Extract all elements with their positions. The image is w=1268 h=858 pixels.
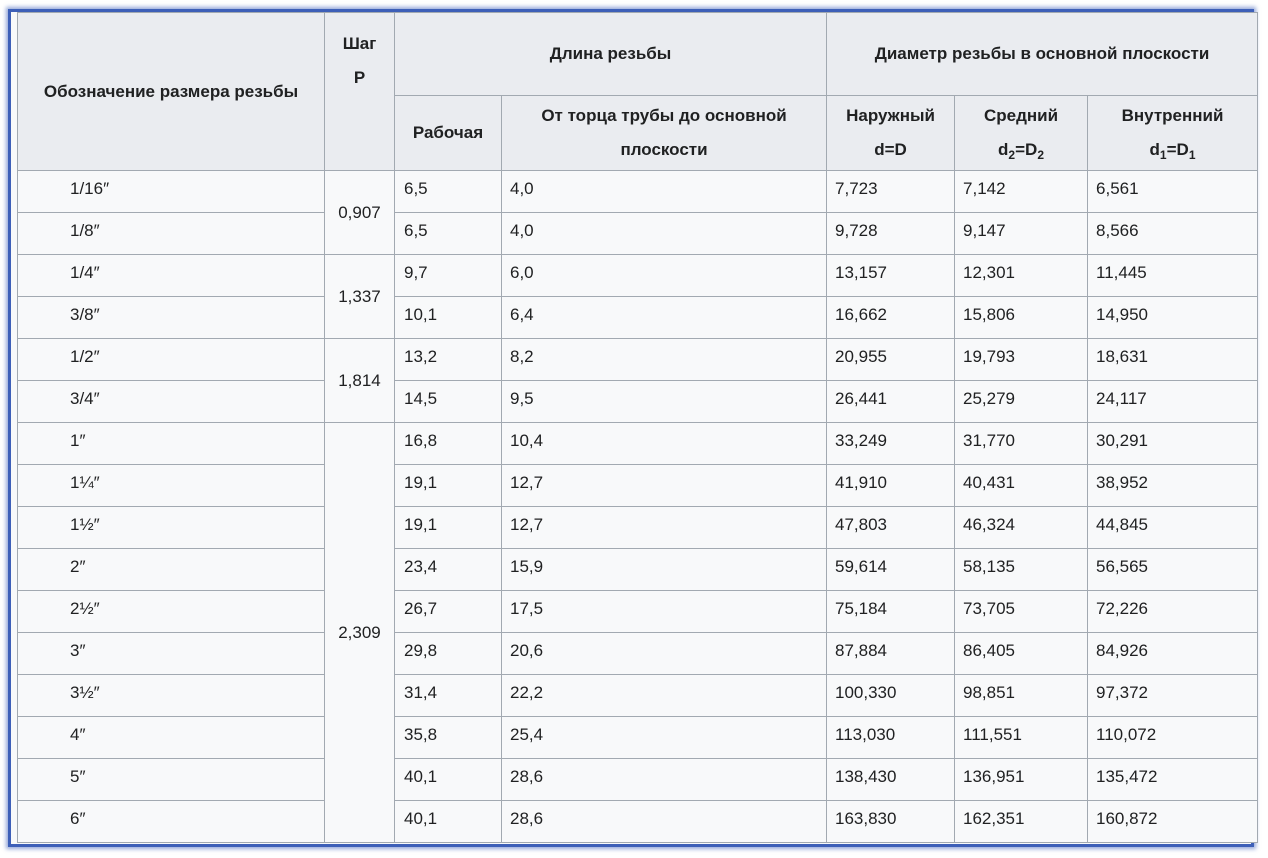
cell-size: 4″ (18, 717, 325, 759)
table-row (18, 255, 1258, 297)
header-pitch (325, 13, 395, 171)
table-row (18, 297, 1258, 339)
header-size: Обозначение размера резьбы (18, 13, 325, 171)
cell-outer: 87,884 (827, 633, 955, 675)
cell-pitch: 2,309 (325, 423, 395, 843)
table-row (18, 549, 1258, 591)
cell-mean: 12,301 (955, 255, 1088, 297)
table-row (18, 213, 1258, 255)
cell-from-end: 4,0 (502, 213, 827, 255)
cell-from-end: 4,0 (502, 171, 827, 213)
cell-mean: 98,851 (955, 675, 1088, 717)
cell-working: 40,1 (395, 759, 502, 801)
cell-mean: 111,551 (955, 717, 1088, 759)
header-from-end: От торца трубы до основной плоскости (502, 96, 827, 171)
cell-mean: 46,324 (955, 507, 1088, 549)
cell-mean: 9,147 (955, 213, 1088, 255)
cell-mean: 40,431 (955, 465, 1088, 507)
cell-outer: 113,030 (827, 717, 955, 759)
cell-from-end: 9,5 (502, 381, 827, 423)
cell-mean: 25,279 (955, 381, 1088, 423)
cell-inner: 135,472 (1088, 759, 1258, 801)
cell-working: 6,5 (395, 171, 502, 213)
table-frame (8, 9, 1254, 847)
cell-from-end: 6,4 (502, 297, 827, 339)
cell-working: 19,1 (395, 507, 502, 549)
cell-working: 10,1 (395, 297, 502, 339)
header-mean (955, 96, 1088, 171)
cell-size: 1″ (18, 423, 325, 465)
table-row (18, 339, 1258, 381)
table-row (18, 759, 1258, 801)
cell-outer: 13,157 (827, 255, 955, 297)
cell-working: 14,5 (395, 381, 502, 423)
table-row (18, 633, 1258, 675)
cell-size: 1½″ (18, 507, 325, 549)
cell-from-end: 28,6 (502, 801, 827, 843)
cell-inner: 72,226 (1088, 591, 1258, 633)
header-inner-formula: $d_1=D_1$ (1149, 140, 1196, 162)
cell-mean: 162,351 (955, 801, 1088, 843)
cell-size: 1/8″ (18, 213, 325, 255)
header-outer-name: Наружный (846, 106, 935, 125)
cell-mean: 73,705 (955, 591, 1088, 633)
header-outer-formula: d=D (874, 140, 907, 159)
table-row (18, 801, 1258, 843)
cell-mean: 58,135 (955, 549, 1088, 591)
cell-outer: 163,830 (827, 801, 955, 843)
cell-inner: 38,952 (1088, 465, 1258, 507)
cell-outer: 75,184 (827, 591, 955, 633)
cell-inner: 6,561 (1088, 171, 1258, 213)
cell-outer: 33,249 (827, 423, 955, 465)
cell-inner: 84,926 (1088, 633, 1258, 675)
header-mean-name: Средний (983, 106, 1059, 125)
cell-size: 3/4″ (18, 381, 325, 423)
cell-working: 9,7 (395, 255, 502, 297)
cell-pitch: 1,814 (325, 339, 395, 423)
cell-from-end: 25,4 (502, 717, 827, 759)
cell-mean: 15,806 (955, 297, 1088, 339)
table-row (18, 171, 1258, 213)
cell-size: 6″ (18, 801, 325, 843)
header-length-group: Длина резьбы (395, 13, 827, 96)
cell-inner: 97,372 (1088, 675, 1258, 717)
cell-outer: 20,955 (827, 339, 955, 381)
cell-size: 1¼″ (18, 465, 325, 507)
cell-working: 16,8 (395, 423, 502, 465)
cell-size: 3/8″ (18, 297, 325, 339)
cell-working: 23,4 (395, 549, 502, 591)
cell-size: 3″ (18, 633, 325, 675)
cell-outer: 7,723 (827, 171, 955, 213)
header-row-1 (18, 13, 1258, 96)
cell-working: 31,4 (395, 675, 502, 717)
cell-outer: 138,430 (827, 759, 955, 801)
table-body (18, 171, 1258, 843)
cell-from-end: 15,9 (502, 549, 827, 591)
cell-pitch: 1,337 (325, 255, 395, 339)
cell-size: 3½″ (18, 675, 325, 717)
cell-from-end: 12,7 (502, 465, 827, 507)
header-working: Рабочая (395, 96, 502, 171)
table-row (18, 507, 1258, 549)
cell-inner: 44,845 (1088, 507, 1258, 549)
cell-inner: 24,117 (1088, 381, 1258, 423)
cell-inner: 8,566 (1088, 213, 1258, 255)
cell-working: 6,5 (395, 213, 502, 255)
cell-size: 1/4″ (18, 255, 325, 297)
table-row (18, 591, 1258, 633)
header-mean-formula: $d_2=D_2$ (998, 140, 1044, 162)
cell-working: 26,7 (395, 591, 502, 633)
cell-outer: 100,330 (827, 675, 955, 717)
cell-inner: 11,445 (1088, 255, 1258, 297)
header-pitch-symbol: P (353, 68, 366, 87)
cell-mean: 86,405 (955, 633, 1088, 675)
cell-inner: 30,291 (1088, 423, 1258, 465)
cell-inner: 160,872 (1088, 801, 1258, 843)
cell-mean: 31,770 (955, 423, 1088, 465)
thread-dimensions-table (17, 12, 1258, 843)
cell-from-end: 8,2 (502, 339, 827, 381)
cell-working: 35,8 (395, 717, 502, 759)
cell-from-end: 6,0 (502, 255, 827, 297)
cell-outer: 47,803 (827, 507, 955, 549)
cell-inner: 110,072 (1088, 717, 1258, 759)
cell-size: 2″ (18, 549, 325, 591)
cell-inner: 56,565 (1088, 549, 1258, 591)
cell-from-end: 10,4 (502, 423, 827, 465)
cell-working: 29,8 (395, 633, 502, 675)
cell-inner: 14,950 (1088, 297, 1258, 339)
table-row (18, 675, 1258, 717)
cell-working: 19,1 (395, 465, 502, 507)
cell-outer: 9,728 (827, 213, 955, 255)
cell-inner: 18,631 (1088, 339, 1258, 381)
header-outer (827, 96, 955, 171)
table-row (18, 381, 1258, 423)
cell-working: 40,1 (395, 801, 502, 843)
cell-working: 13,2 (395, 339, 502, 381)
table-row (18, 465, 1258, 507)
cell-outer: 16,662 (827, 297, 955, 339)
cell-from-end: 12,7 (502, 507, 827, 549)
header-diameter-group: Диаметр резьбы в основной плоскости (827, 13, 1258, 96)
cell-size: 1/2″ (18, 339, 325, 381)
cell-from-end: 20,6 (502, 633, 827, 675)
header-inner-name: Внутренний (1121, 106, 1224, 125)
cell-outer: 59,614 (827, 549, 955, 591)
table-row (18, 423, 1258, 465)
cell-from-end: 22,2 (502, 675, 827, 717)
cell-outer: 26,441 (827, 381, 955, 423)
header-pitch-label: Шаг (342, 34, 377, 53)
cell-outer: 41,910 (827, 465, 955, 507)
cell-size: 2½″ (18, 591, 325, 633)
cell-pitch: 0,907 (325, 171, 395, 255)
cell-mean: 136,951 (955, 759, 1088, 801)
cell-mean: 7,142 (955, 171, 1088, 213)
cell-size: 1/16″ (18, 171, 325, 213)
table-row (18, 717, 1258, 759)
cell-from-end: 28,6 (502, 759, 827, 801)
cell-mean: 19,793 (955, 339, 1088, 381)
cell-from-end: 17,5 (502, 591, 827, 633)
cell-size: 5″ (18, 759, 325, 801)
header-inner (1088, 96, 1258, 171)
